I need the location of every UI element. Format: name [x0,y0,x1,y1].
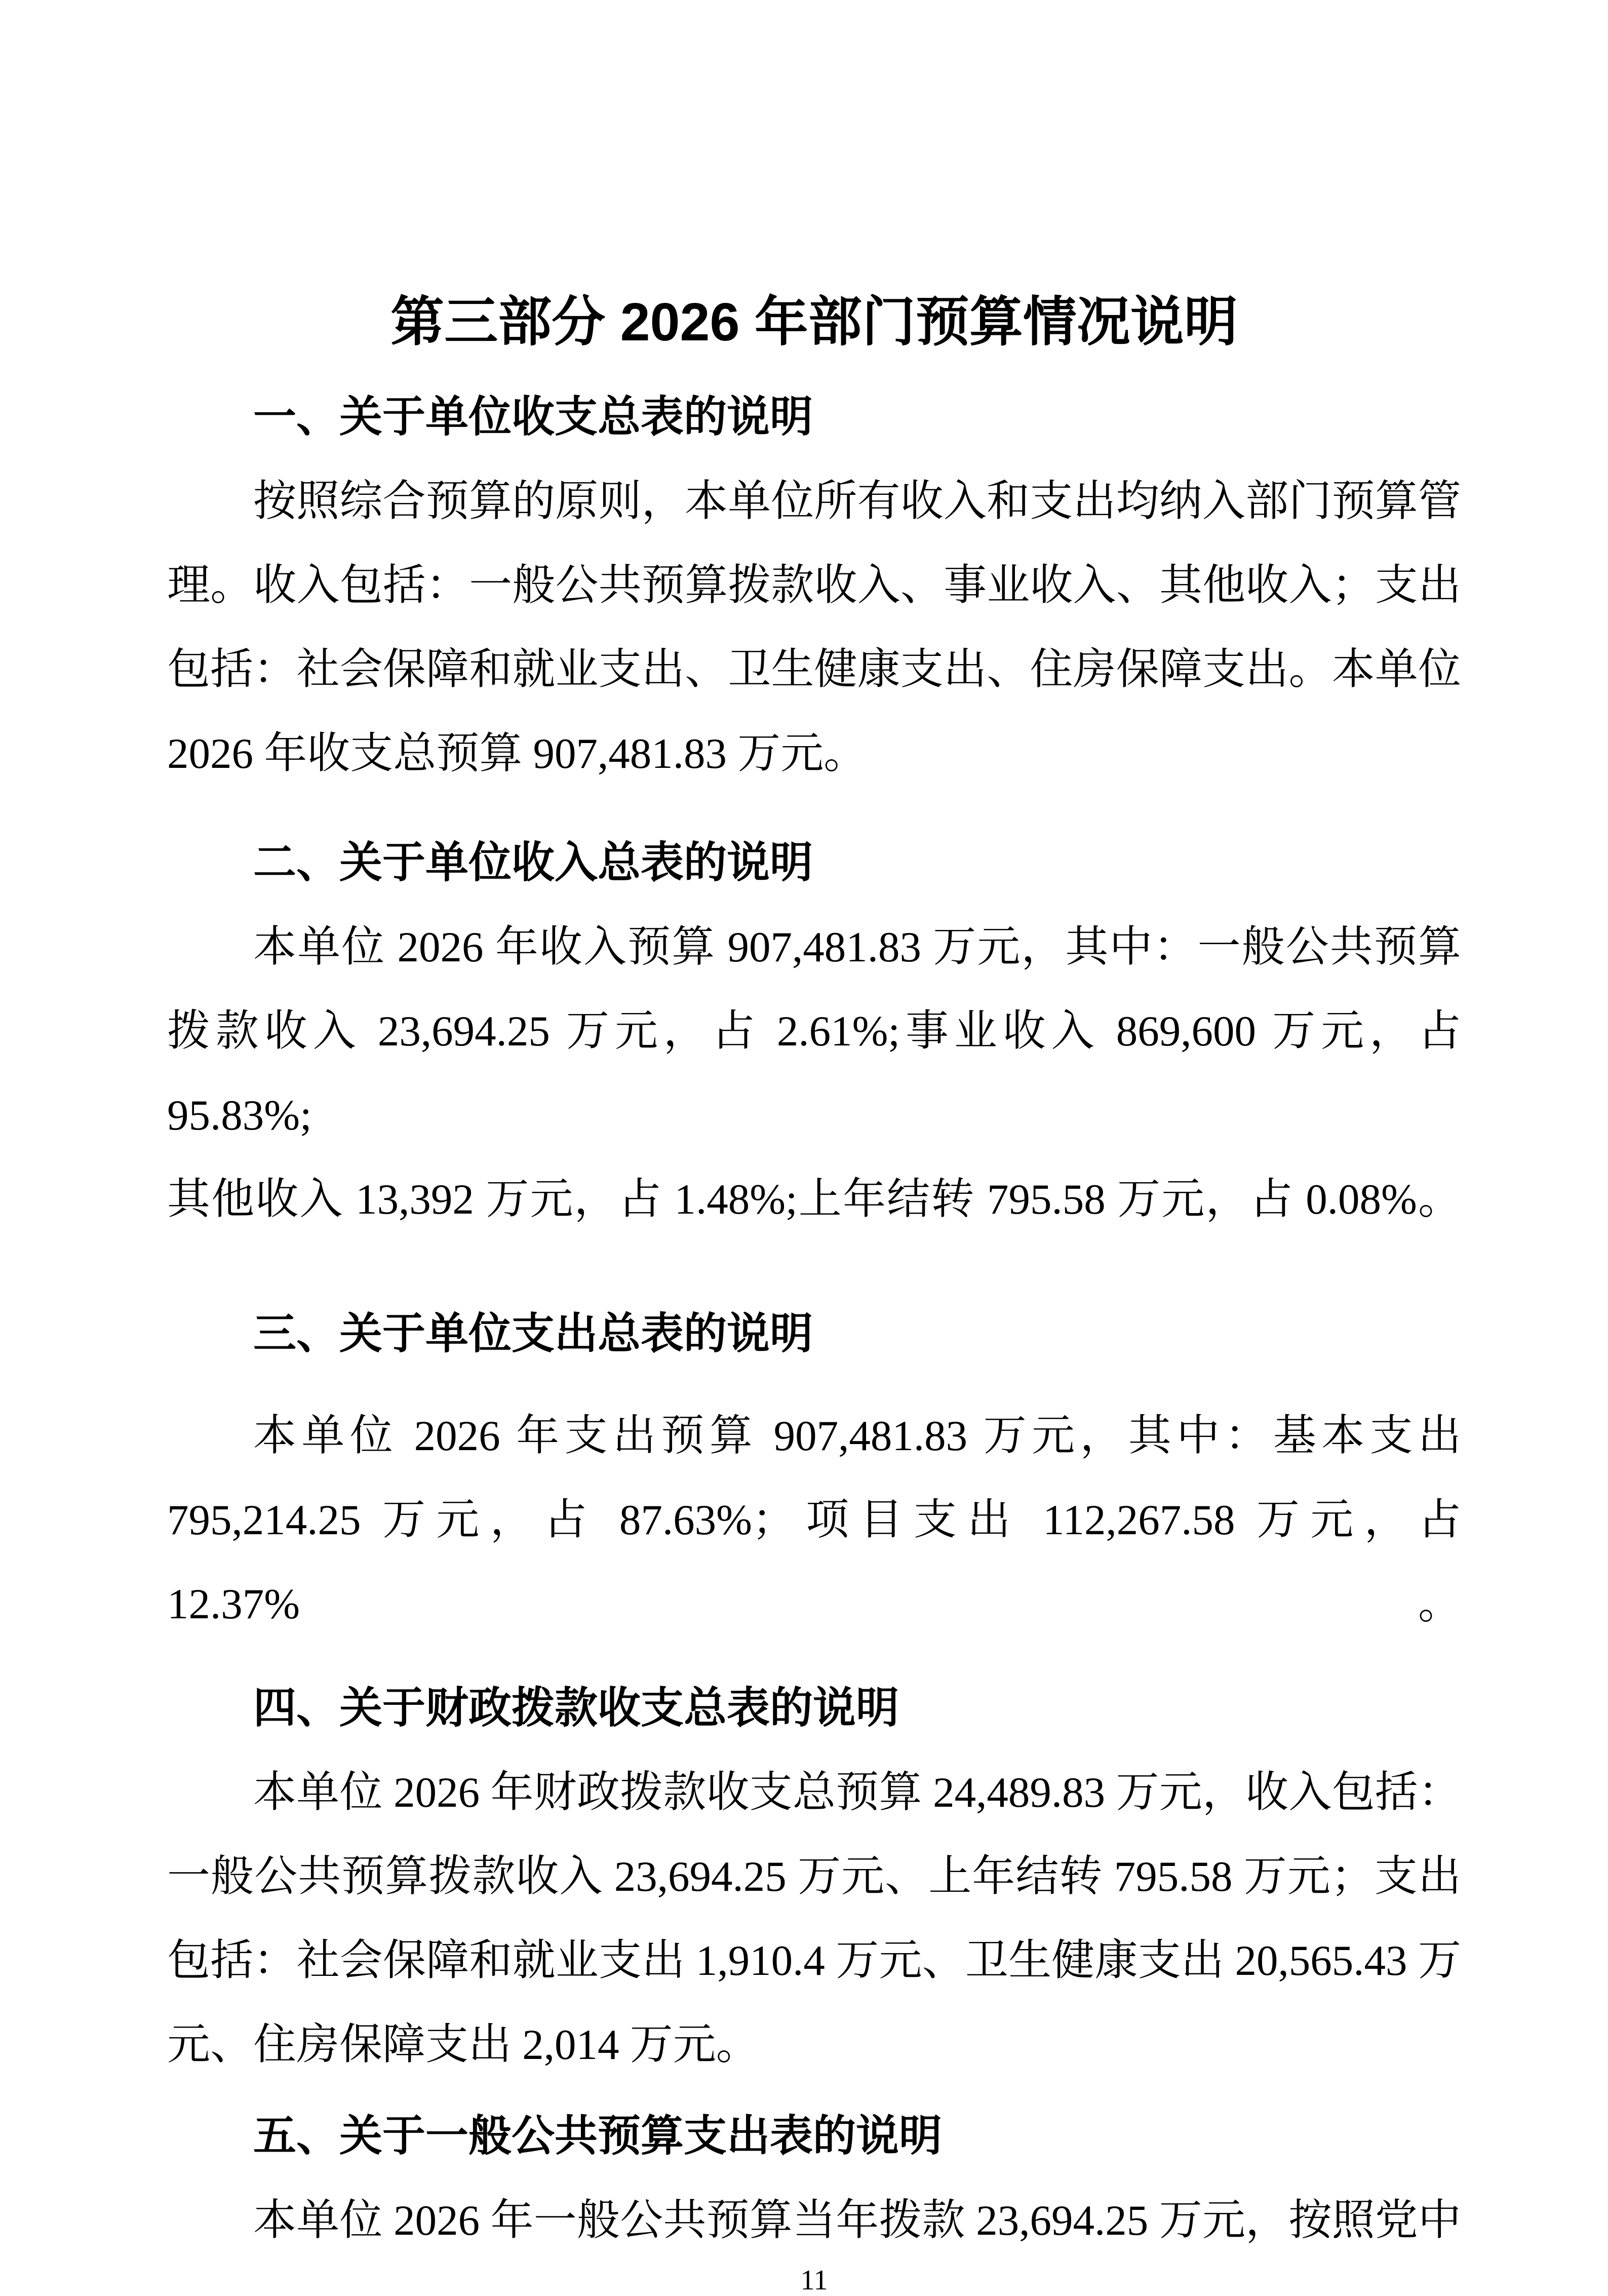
paragraph-2 [167,905,1461,1241]
paragraph-line: 其他收入 13,392 万元，占 1.48%;上年结转 795.58 万元，占 0.08%。 [167,1176,1461,1223]
paragraph-line: 理。收入包括：一般公共预算拨款收入、事业收入、其他收入；支出 [167,562,1461,609]
section-heading-2: 二、关于单位收入总表的说明 [253,839,813,887]
paragraph-line: 包括：社会保障和就业支出、卫生健康支出、住房保障支出。本单位 [167,646,1461,693]
page-title: 第三部分 2026 年部门预算情况说明 [390,292,1238,352]
paragraph-line: 本单位 2026 年收入预算 907,481.83 万元，其中：一般公共预算 [253,923,1461,971]
paragraph-3 [167,1394,1461,1646]
page-number: 11 [800,2265,828,2296]
section-heading-1: 一、关于单位收支总表的说明 [253,393,813,441]
paragraph-line: 元、住房保障支出 2,014 万元。 [167,2021,759,2069]
paragraph-line: 按照综合预算的原则，本单位所有收入和支出均纳入部门预算管 [253,478,1461,525]
section-heading-5: 五、关于一般公共预算支出表的说明 [253,2112,943,2160]
paragraph-line: 拨款收入 23,694.25 万元，占 2.61%;事业收入 869,600 万元，占 95.83%; [167,1007,1461,1139]
paragraph-4 [167,1750,1461,2087]
paragraph-1 [167,459,1461,796]
section-heading-3: 三、关于单位支出总表的说明 [253,1310,813,1358]
paragraph-line: 795,214.25 万元，占 87.63%；项目支出 112,267.58 万元，占 12.37%。 [167,1496,1461,1628]
paragraph-line: 一般公共预算拨款收入 23,694.25 万元、上年结转 795.58 万元；支出 [167,1853,1461,1900]
paragraph-5 [167,2178,1461,2263]
paragraph-line: 本单位 2026 年支出预算 907,481.83 万元，其中：基本支出 [253,1412,1461,1460]
paragraph-line: 本单位 2026 年一般公共预算当年拨款 23,694.25 万元，按照党中 [253,2197,1461,2244]
paragraph-line: 包括：社会保障和就业支出 1,910.4 万元、卫生健康支出 20,565.43 万 [167,1937,1461,1984]
section-heading-4: 四、关于财政拨款收支总表的说明 [253,1684,899,1732]
paragraph-line: 2026 年收支总预算 907,481.83 万元。 [167,730,867,777]
paragraph-line: 本单位 2026 年财政拨款收支总预算 24,489.83 万元，收入包括： [253,1769,1461,1816]
